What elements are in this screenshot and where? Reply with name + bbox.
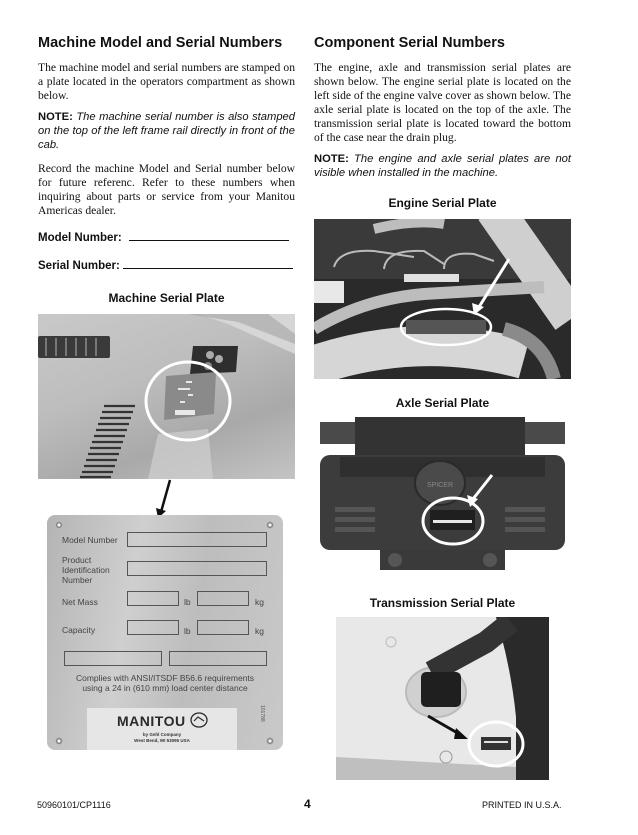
- plate-capacity-kg-box: [197, 620, 249, 635]
- transmission-illustration: [336, 617, 549, 780]
- machine-serial-plate-image: [47, 515, 283, 750]
- machine-compartment-illustration: [38, 314, 295, 479]
- machine-compartment-photo: [38, 314, 295, 479]
- serial-number-field[interactable]: [38, 258, 293, 272]
- plate-part-code: 101788: [259, 705, 265, 722]
- plate-net-mass-kg-box: [197, 591, 249, 606]
- plate-model-number-label: Model Number: [62, 535, 118, 545]
- serial-number-label: Serial Number:: [38, 260, 120, 272]
- plate-net-mass-lb-box: [127, 591, 179, 606]
- manitou-logo-icon: [190, 712, 208, 728]
- plate-compliance-line-2: using a 24 in (610 mm) load center distance: [82, 683, 248, 693]
- plate-net-mass-label: Net Mass: [62, 597, 98, 607]
- note-text: The machine serial number is also stamped on the top of the left frame rail directly in front of the cab.: [38, 111, 295, 151]
- engine-illustration: [314, 219, 571, 379]
- screw-icon: [266, 521, 274, 529]
- axle-brand-text: SPICER: [426, 482, 454, 489]
- plate-pin-box: [127, 561, 267, 576]
- plate-capacity-lb-box: [127, 620, 179, 635]
- plate-unit-lb: lb: [184, 597, 191, 607]
- plate-brand-panel: [87, 708, 237, 750]
- plate-pin-label-2: Identification: [62, 565, 110, 575]
- note-label: NOTE:: [38, 111, 73, 123]
- transmission-photo: [336, 617, 549, 780]
- plate-blank-box-2: [169, 651, 267, 666]
- engine-photo: [314, 219, 571, 379]
- component-note: [314, 152, 571, 180]
- model-number-blank[interactable]: [129, 230, 289, 241]
- engine-serial-plate-caption: Engine Serial Plate: [388, 196, 497, 210]
- plate-pin-label-1: Product: [62, 555, 92, 565]
- model-number-field[interactable]: [38, 230, 289, 244]
- plate-brand-sub-1: by Gehl Company: [142, 732, 182, 737]
- pointer-arrow-icon: [150, 478, 190, 518]
- footer-page-number: 4: [304, 797, 311, 811]
- note-text: The engine and axle serial plates are not visible when installed in the machine.: [314, 153, 571, 179]
- screw-icon: [55, 737, 63, 745]
- component-intro-text: The engine, axle and transmission serial plates are shown below. The engine serial plate is located on the left side of the engine valve cover as shown below. The axle serial plate is located on the top of the axle. The transmission serial plate is located toward the bottom of the case near the drain plug.: [314, 61, 571, 144]
- section-title-component-serial: Component Serial Numbers: [314, 35, 505, 51]
- screw-icon: [266, 737, 274, 745]
- plate-unit-kg: kg: [255, 597, 264, 607]
- machine-note: [38, 110, 295, 152]
- footer-doc-number: 50960101/CP1116: [37, 800, 111, 810]
- axle-illustration: [320, 417, 565, 570]
- plate-capacity-label: Capacity: [62, 625, 96, 635]
- axle-photo: [320, 417, 565, 570]
- axle-serial-plate-caption: Axle Serial Plate: [395, 396, 490, 410]
- manitou-logo-text: MANITOU: [117, 713, 186, 729]
- machine-intro-text: The machine model and serial numbers are stamped on a plate located in the operators compartment as shown below.: [38, 61, 295, 102]
- plate-brand-sub-2: West Bend, WI 53095 USA: [134, 738, 190, 743]
- footer-printed: PRINTED IN U.S.A.: [482, 800, 562, 810]
- record-instructions-text: Record the machine Model and Serial number below for future referenc. Refer to these numbers when inquiring about parts or service from your Manitou Americas dealer.: [38, 162, 295, 217]
- plate-blank-box-1: [64, 651, 162, 666]
- serial-number-blank[interactable]: [123, 258, 293, 269]
- screw-icon: [55, 521, 63, 529]
- plate-pin-label-3: Number: [62, 575, 93, 585]
- machine-serial-plate-caption: Machine Serial Plate: [108, 291, 225, 305]
- transmission-serial-plate-caption: Transmission Serial Plate: [369, 596, 516, 610]
- model-number-label: Model Number:: [38, 232, 122, 244]
- note-label: NOTE:: [314, 153, 349, 165]
- plate-model-number-box: [127, 532, 267, 547]
- plate-compliance-line-1: Complies with ANSI/ITSDF B56.6 requirements: [75, 673, 255, 683]
- section-title-machine-model: Machine Model and Serial Numbers: [38, 35, 283, 51]
- plate-unit-lb: lb: [184, 626, 191, 636]
- plate-unit-kg: kg: [255, 626, 264, 636]
